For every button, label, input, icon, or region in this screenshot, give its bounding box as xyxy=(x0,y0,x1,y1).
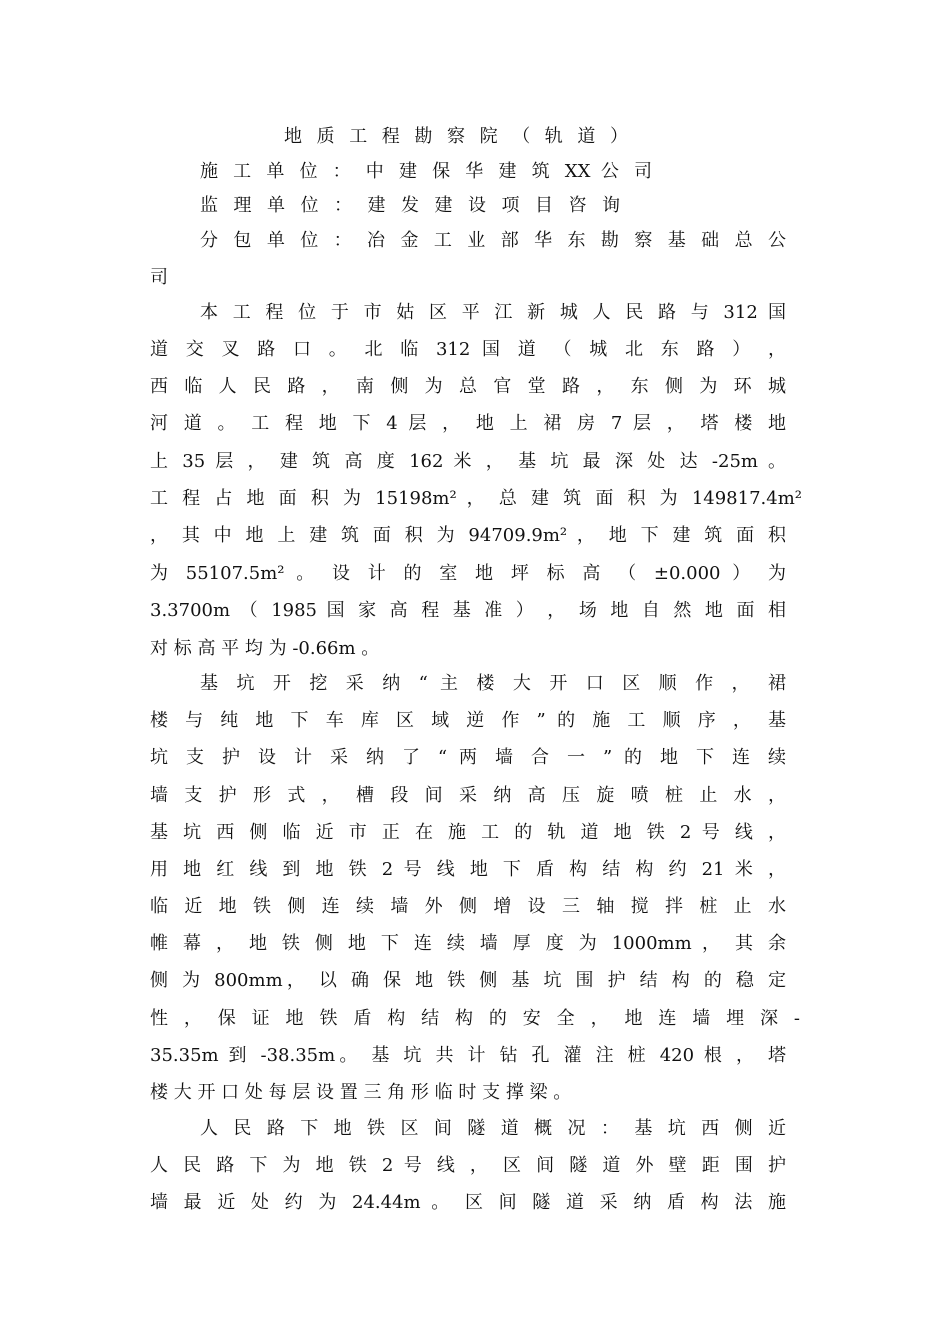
paragraph-line: 性 ， 保 证 地 铁 盾 构 结 构 的 安 全 ， 地 连 墙 埋 深 - xyxy=(150,1008,800,1029)
paragraph-line: 上 35 层 ， 建 筑 高 度 162 米 ， 基 坑 最 深 处 达 -25m 。 xyxy=(150,451,786,472)
paragraph-line: 帷 幕 ， 地 铁 侧 地 下 连 续 墙 厚 度 为 1000mm ， 其 余 xyxy=(150,933,786,954)
paragraph-line: 对 标 高 平 均 为 -0.66m 。 xyxy=(150,638,380,659)
subcontractor-line: 分 包 单 位 ： 冶 金 工 业 部 华 东 勘 察 基 础 总 公 xyxy=(200,230,786,251)
paragraph-line: 道 交 叉 路 口 。 北 临 312 国 道 （ 城 北 东 路 ） ， xyxy=(150,339,786,360)
paragraph-line: 墙 最 近 处 约 为 24.44m 。 区 间 隧 道 采 纳 盾 构 法 施 xyxy=(150,1192,786,1213)
paragraph-line: 墙 支 护 形 式 ， 槽 段 间 采 纳 高 压 旋 喷 桩 止 水 ， xyxy=(150,785,786,806)
paragraph-line: 楼 与 纯 地 下 车 库 区 域 逆 作 ” 的 施 工 顺 序 ， 基 xyxy=(150,710,786,731)
paragraph-line: 基 坑 开 挖 采 纳 “ 主 楼 大 开 口 区 顺 作 ， 裙 xyxy=(200,673,786,694)
paragraph-line: 临 近 地 铁 侧 连 续 墙 外 侧 增 设 三 轴 搅 拌 桩 止 水 xyxy=(150,896,786,917)
paragraph-line: 人 民 路 下 为 地 铁 2 号 线 ， 区 间 隧 道 外 壁 距 围 护 xyxy=(150,1155,786,1176)
paragraph-line: 用 地 红 线 到 地 铁 2 号 线 地 下 盾 构 结 构 约 21 米 ， xyxy=(150,859,786,880)
paragraph-line: 工 程 占 地 面 积 为 15198m² ， 总 建 筑 面 积 为 149817.4m² xyxy=(150,488,802,509)
paragraph-line: 3.3700m （ 1985 国 家 高 程 基 准 ） ， 场 地 自 然 地 面 相 xyxy=(150,600,786,621)
supervisor-line: 监 理 单 位 ： 建 发 建 设 项 目 咨 询 xyxy=(200,195,620,216)
paragraph-line: ， 其 中 地 上 建 筑 面 积 为 94709.9m² ， 地 下 建 筑 面 积 xyxy=(150,525,786,546)
document-title: 地 质 工 程 勘 察 院 （ 轨 道 ） xyxy=(284,126,628,147)
contractor-line: 施 工 单 位 ： 中 建 保 华 建 筑 XX 公 司 xyxy=(200,161,652,182)
paragraph-line: 侧 为 800mm， 以 确 保 地 铁 侧 基 坑 围 护 结 构 的 稳 定 xyxy=(150,970,786,991)
paragraph-line: 河 道 。 工 程 地 下 4 层 ， 地 上 裙 房 7 层 ， 塔 楼 地 xyxy=(150,413,786,434)
paragraph-line: 坑 支 护 设 计 采 纳 了 “ 两 墙 合 一 ” 的 地 下 连 续 xyxy=(150,747,786,768)
subcontractor-line-continued: 司 xyxy=(150,267,168,288)
paragraph-line: 为 55107.5m² 。 设 计 的 室 地 坪 标 高 （ ±0.000 ） 为 xyxy=(150,563,786,584)
paragraph-line: 人 民 路 下 地 铁 区 间 隧 道 概 况 ： 基 坑 西 侧 近 xyxy=(200,1118,786,1139)
paragraph-line: 35.35m 到 -38.35m。 基 坑 共 计 钻 孔 灌 注 桩 420 根 ， 塔 xyxy=(150,1045,786,1066)
paragraph-line: 基 坑 西 侧 临 近 市 正 在 施 工 的 轨 道 地 铁 2 号 线 ， xyxy=(150,822,786,843)
paragraph-line: 西 临 人 民 路 ， 南 侧 为 总 官 堂 路 ， 东 侧 为 环 城 xyxy=(150,376,786,397)
paragraph-line: 本 工 程 位 于 市 姑 区 平 江 新 城 人 民 路 与 312 国 xyxy=(200,302,786,323)
paragraph-line: 楼 大 开 口 处 每 层 设 置 三 角 形 临 时 支 撑 梁 。 xyxy=(150,1082,572,1103)
